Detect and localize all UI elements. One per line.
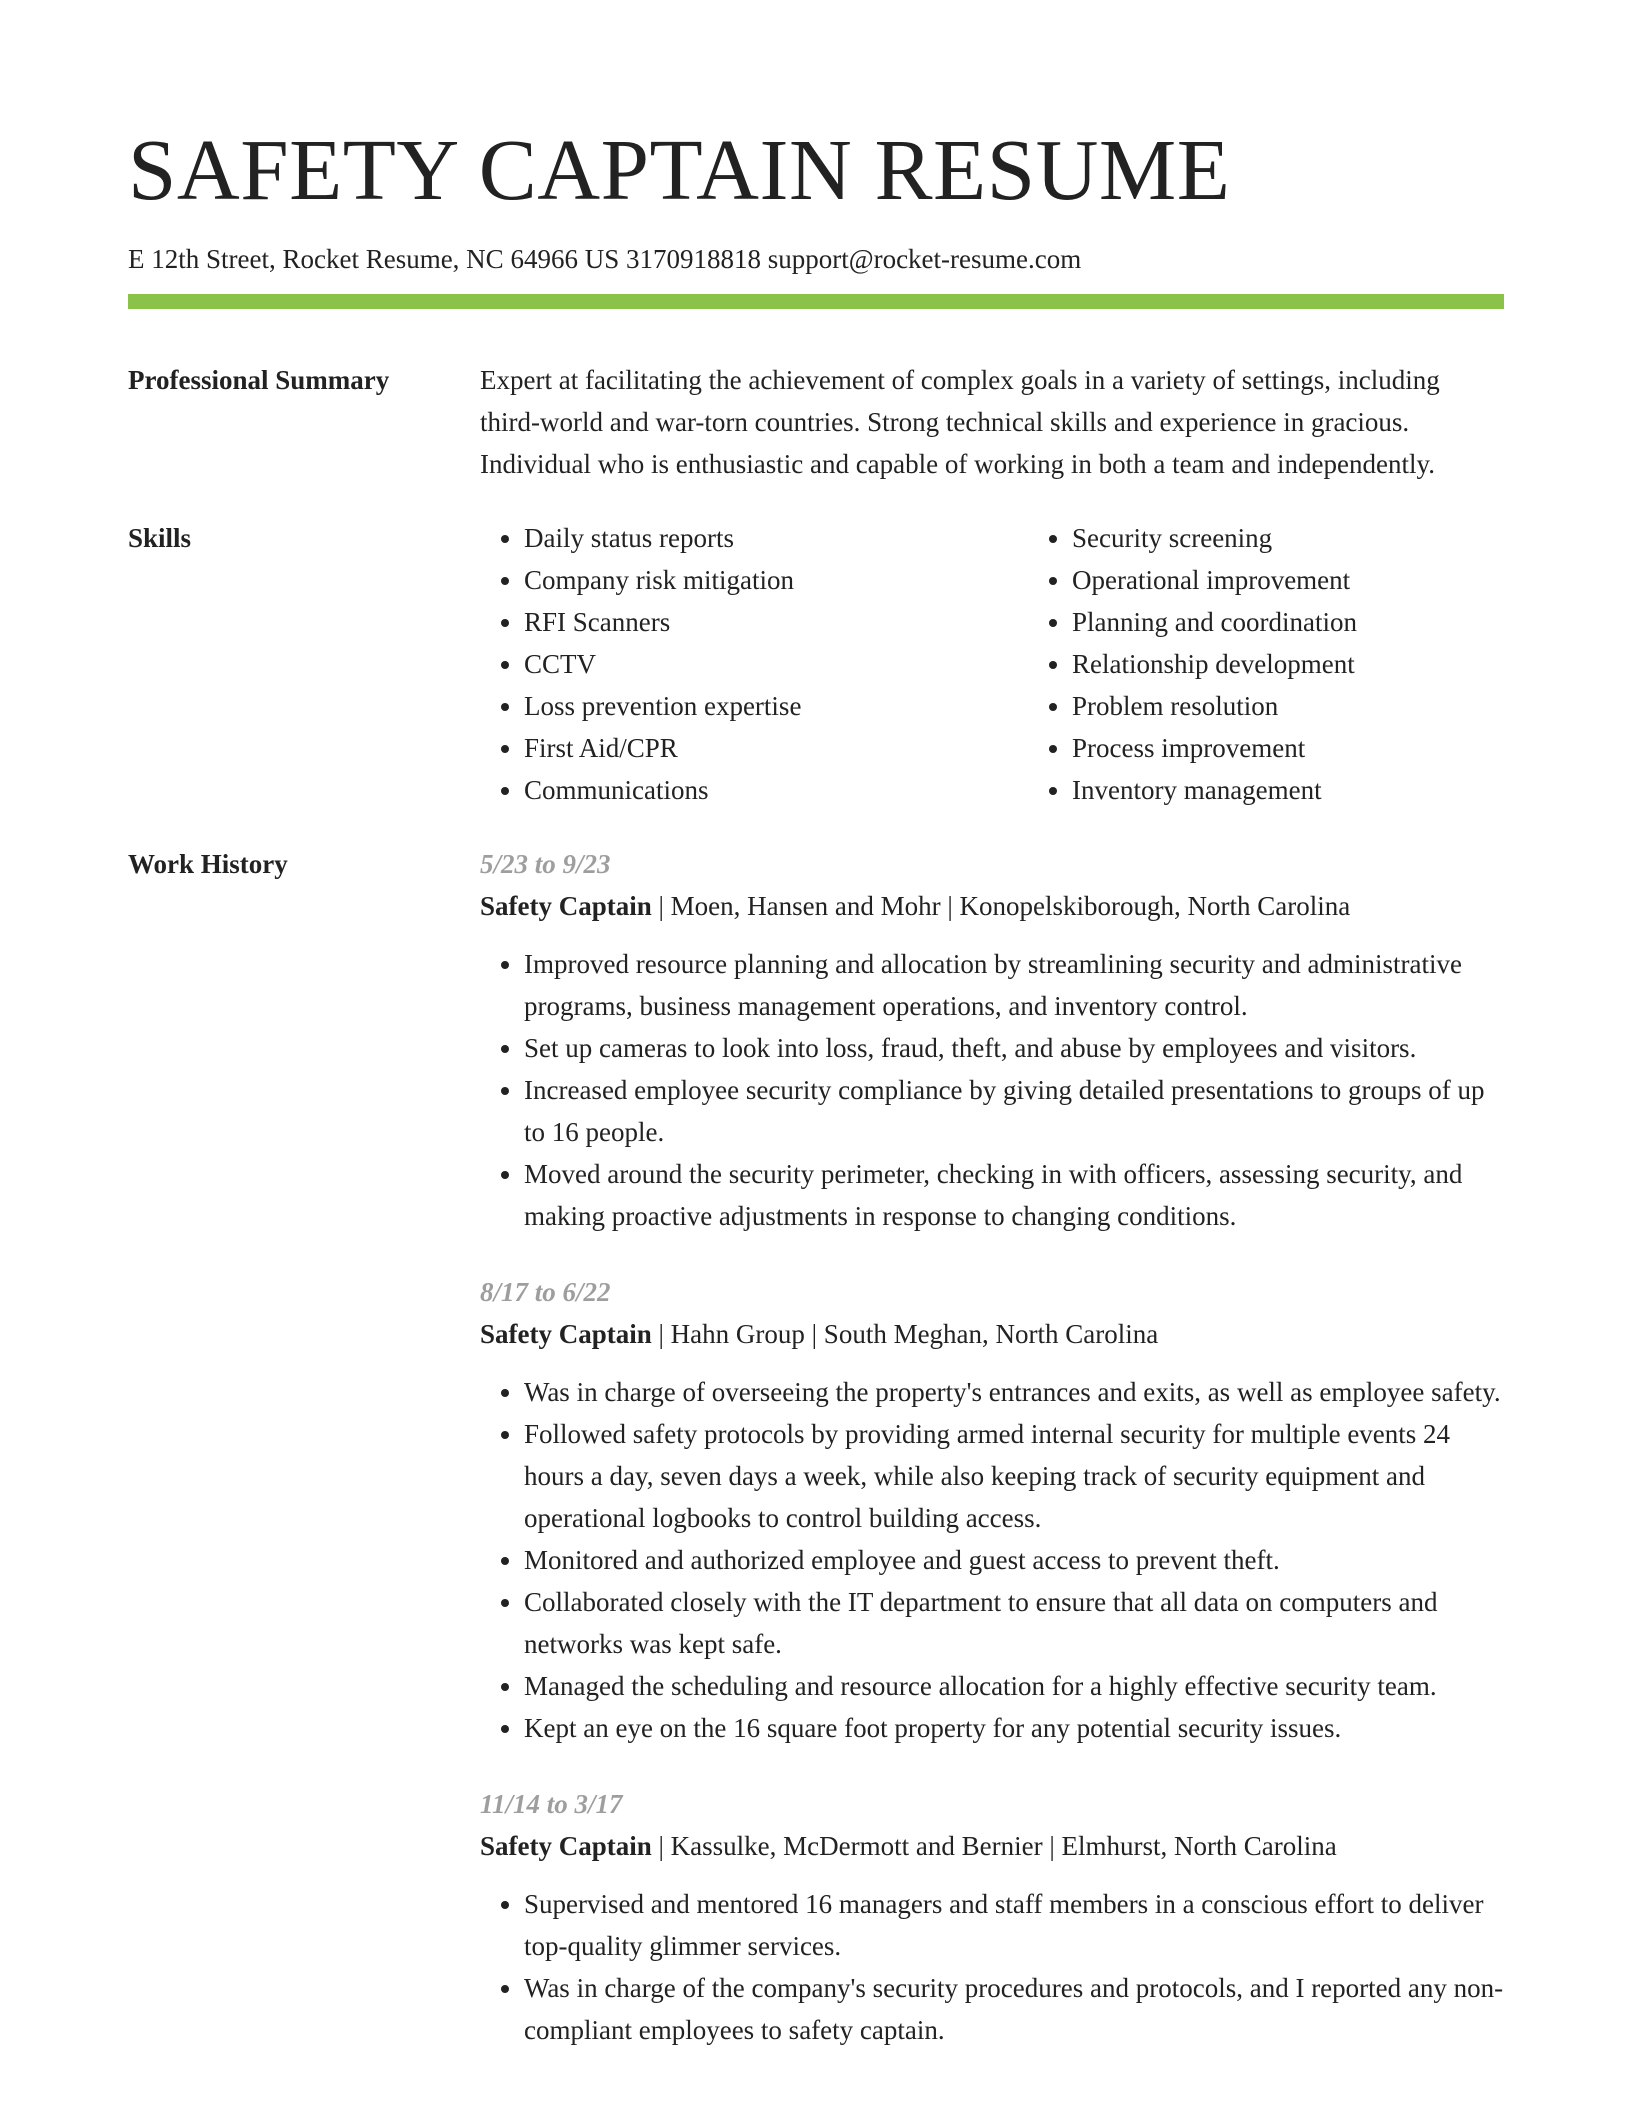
job-title: Safety Captain xyxy=(480,891,652,921)
job-dates: 8/17 to 6/22 xyxy=(480,1277,611,1307)
resume-title: SAFETY CAPTAIN RESUME xyxy=(128,121,1231,218)
job-employer-location: | Moen, Hansen and Mohr | Konopelskiborough, North Carolina xyxy=(651,891,1351,921)
skill-item: • Relationship development xyxy=(1072,643,1592,685)
job-bullet: • Kept an eye on the 16 square foot property for any potential security issues. xyxy=(524,1707,1504,1749)
job-bullet: • Was in charge of overseeing the property's entrances and exits, as well as employee safety. xyxy=(524,1371,1504,1413)
skills-list-right xyxy=(1028,517,1592,811)
skill-item: • Planning and coordination xyxy=(1072,601,1592,643)
job-bullet: • Moved around the security perimeter, checking in with officers, assessing security, and making proactive adjustments in response to changing conditions. xyxy=(524,1153,1504,1237)
work-history-body xyxy=(480,843,1504,2085)
skills-columns xyxy=(480,517,1592,811)
job-bullet: • Increased employee security compliance by giving detailed presentations to groups of up to 16 people. xyxy=(524,1069,1504,1153)
skill-item: • Loss prevention expertise xyxy=(524,685,1028,727)
job-title: Safety Captain xyxy=(480,1831,652,1861)
skill-item: • Security screening xyxy=(1072,517,1592,559)
job-entry xyxy=(480,843,1504,1237)
accent-divider xyxy=(128,294,1504,309)
skill-item: • Company risk mitigation xyxy=(524,559,1028,601)
skill-item: • Problem resolution xyxy=(1072,685,1592,727)
skill-item: • First Aid/CPR xyxy=(524,727,1028,769)
skill-item: • Daily status reports xyxy=(524,517,1028,559)
skill-item: • RFI Scanners xyxy=(524,601,1028,643)
job-employer-location: | Kassulke, McDermott and Bernier | Elmhurst, North Carolina xyxy=(651,1831,1337,1861)
job-title: Safety Captain xyxy=(480,1319,652,1349)
job-bullet: • Was in charge of the company's security procedures and protocols, and I reported any non-compliant employees to safety captain. xyxy=(524,1967,1504,2051)
job-bullet: • Supervised and mentored 16 managers and staff members in a conscious effort to deliver top-quality glimmer services. xyxy=(524,1883,1504,1967)
job-bullet-list xyxy=(480,943,1504,1237)
skills-list-left xyxy=(480,517,1028,811)
job-title-line xyxy=(480,885,1504,927)
job-bullet: • Followed safety protocols by providing armed internal security for multiple events 24 hours a day, seven days a week, while also keeping track of security equipment and operational logbooks to control building access. xyxy=(524,1413,1504,1539)
skill-item: • Inventory management xyxy=(1072,769,1592,811)
professional-summary-section xyxy=(128,359,1504,485)
resume-page xyxy=(128,0,1504,2085)
job-title-line xyxy=(480,1825,1504,1867)
job-bullet: • Managed the scheduling and resource allocation for a highly effective security team. xyxy=(524,1665,1504,1707)
work-history-section xyxy=(128,843,1504,2085)
summary-body xyxy=(480,359,1504,485)
job-employer-location: | Hahn Group | South Meghan, North Carolina xyxy=(651,1319,1159,1349)
job-bullet: • Improved resource planning and allocation by streamlining security and administrative programs, business management operations, and inventory control. xyxy=(524,943,1504,1027)
job-bullet: • Collaborated closely with the IT department to ensure that all data on computers and networks was kept safe. xyxy=(524,1581,1504,1665)
job-title-line xyxy=(480,1313,1504,1355)
skill-item: • Communications xyxy=(524,769,1028,811)
job-entry xyxy=(480,1783,1504,2051)
section-label-summary: Professional Summary xyxy=(128,365,390,395)
skills-section xyxy=(128,517,1504,811)
contact-line: E 12th Street, Rocket Resume, NC 64966 US 3170918818 support@rocket-resume.com xyxy=(128,244,1082,274)
section-label-work-history: Work History xyxy=(128,849,288,879)
job-bullet-list xyxy=(480,1883,1504,2051)
job-entry xyxy=(480,1271,1504,1749)
summary-text: Expert at facilitating the achievement of complex goals in a variety of settings, including third-world and war-torn countries. Strong technical skills and experience in gracious. Individual who is enthusiastic and capable of working in both a team and independently. xyxy=(480,365,1440,479)
skills-body xyxy=(480,517,1592,811)
skill-item: • CCTV xyxy=(524,643,1028,685)
job-bullet-list xyxy=(480,1371,1504,1749)
job-dates: 11/14 to 3/17 xyxy=(480,1789,623,1819)
job-bullet: • Monitored and authorized employee and guest access to prevent theft. xyxy=(524,1539,1504,1581)
job-bullet: • Set up cameras to look into loss, fraud, theft, and abuse by employees and visitors. xyxy=(524,1027,1504,1069)
section-label-skills: Skills xyxy=(128,523,192,553)
skill-item: • Operational improvement xyxy=(1072,559,1592,601)
job-dates: 5/23 to 9/23 xyxy=(480,849,611,879)
skill-item: • Process improvement xyxy=(1072,727,1592,769)
